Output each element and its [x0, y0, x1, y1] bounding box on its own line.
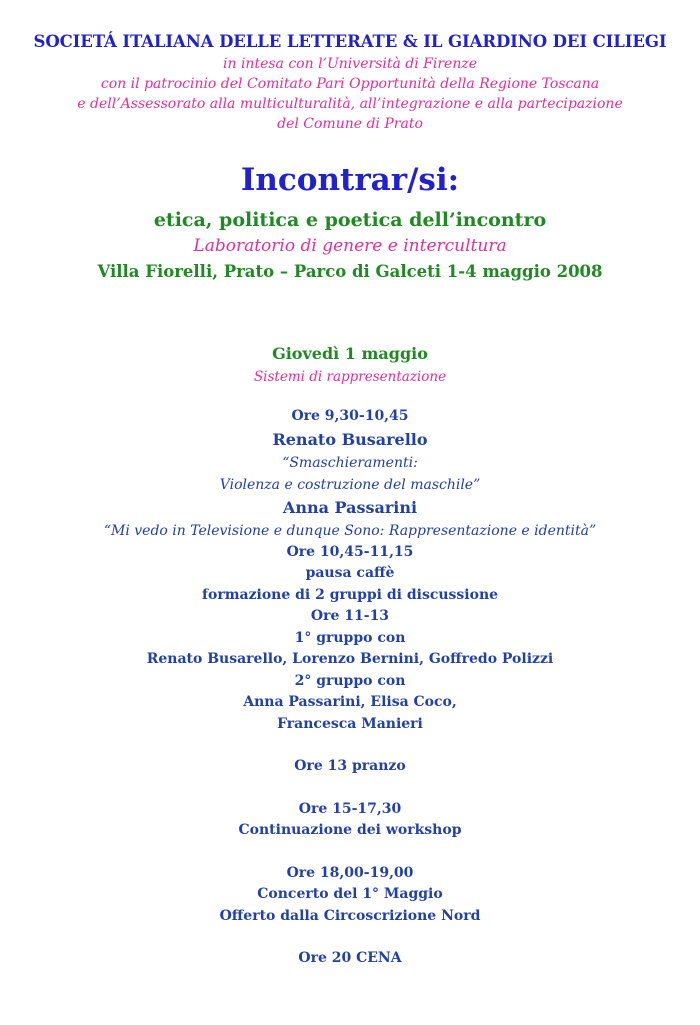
- group-members: Francesca Manieri: [277, 715, 423, 732]
- spacer: [0, 778, 700, 799]
- slot-time: Ore 15-17,30: [298, 800, 402, 817]
- concert-label: Concerto del 1° Maggio: [257, 886, 443, 902]
- dinner-slot: Ore 20 CENA: [298, 950, 402, 966]
- talk-title-line: “Smaschieramenti:: [282, 454, 418, 471]
- organizers-heading: SOCIETÁ ITALIANA DELLE LETTERATE & IL GIARDINO DEI CILIEGI: [33, 32, 667, 51]
- workshop-label: Continuazione dei workshop: [238, 822, 462, 838]
- lab-subtitle: Laboratorio di genere e intercultura: [193, 236, 507, 256]
- group-label: 1° gruppo con: [294, 629, 406, 646]
- groups-formation: formazione di 2 gruppi di discussione: [201, 586, 499, 603]
- break-label: pausa caffè: [305, 565, 395, 581]
- group-members: Anna Passarini, Elisa Coco,: [243, 694, 457, 710]
- speaker-name: Renato Busarello: [272, 429, 428, 449]
- patronage-line-3: del Comune di Prato: [277, 116, 423, 132]
- program-page: [0, 30, 700, 970]
- spacer: [0, 735, 700, 756]
- group-label: 2° gruppo con: [294, 672, 406, 689]
- spacer: [0, 927, 700, 948]
- spacer: [0, 842, 700, 863]
- concert-sponsor: Offerto dalla Circoscrizione Nord: [219, 907, 481, 924]
- talk-title: “Mi vedo in Televisione e dunque Sono: Rappresentazione e identità”: [103, 522, 597, 539]
- partner-line: in intesa con l’Università di Firenze: [223, 56, 477, 72]
- talk-title-line: Violenza e costruzione del maschile”: [219, 476, 481, 493]
- lunch-slot: Ore 13 pranzo: [294, 758, 406, 774]
- event-title: Incontrar/si:: [240, 162, 460, 198]
- event-venue: Villa Fiorelli, Prato – Parco di Galceti 1-4 maggio 2008: [97, 262, 603, 281]
- slot-time: Ore 10,45-11,15: [286, 543, 414, 560]
- group-members: Renato Busarello, Lorenzo Bernini, Goffredo Polizzi: [146, 651, 554, 667]
- patronage-line-1: con il patrocinio del Comitato Pari Opportunità della Regione Toscana: [100, 76, 600, 92]
- patronage-line-2: e dell’Assessorato alla multiculturalità, all’integrazione e alla partecipazione: [77, 96, 623, 112]
- day-heading: Giovedì 1 maggio: [272, 344, 428, 363]
- speaker-name: Anna Passarini: [282, 497, 418, 517]
- slot-time: Ore 18,00-19,00: [286, 864, 414, 881]
- day-theme: Sistemi di rappresentazione: [253, 369, 447, 385]
- slot-time: Ore 11-13: [310, 608, 390, 624]
- event-subtitle: etica, politica e poetica dell’incontro: [153, 209, 547, 231]
- slot-time: Ore 9,30-10,45: [291, 408, 409, 424]
